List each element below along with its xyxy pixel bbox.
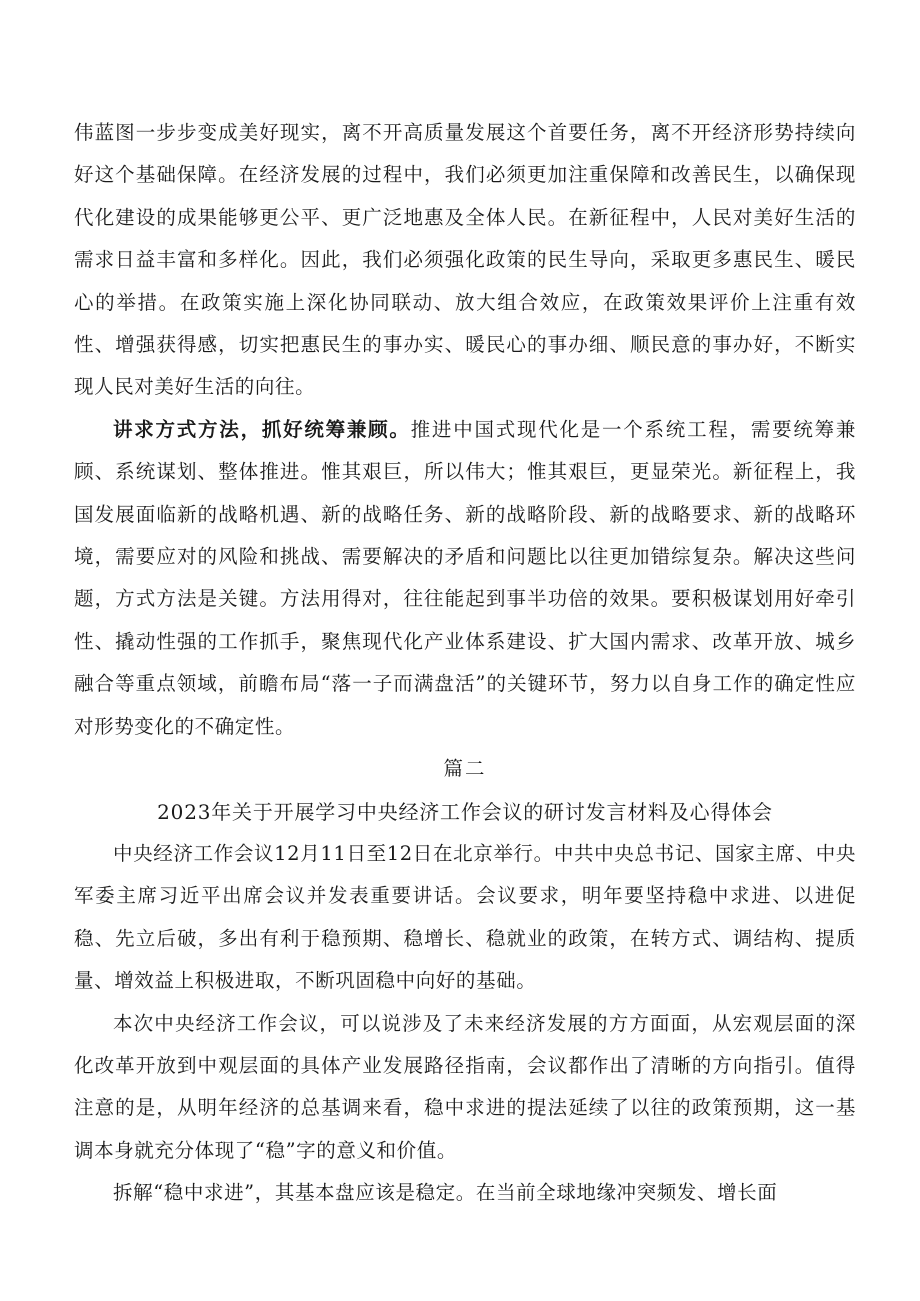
paragraph-stability: 拆解“稳中求进”，其基本盘应该是稳定。在当前全球地缘冲突频发、增长面 xyxy=(113,1181,778,1205)
section-label: 篇二 xyxy=(443,757,487,781)
paragraph-text: 伟蓝图一步步变成美好现实，离不开高质量发展这个首要任务，离不开经济形势持续向好这个基础保障。在经济发展的过程中，我们必须更加注重保障和改善民生，以确保现代化建设的成果能够更公平、更广泛地惠及全体人民。在新征程中，人民对美好生活的需求日益丰富和多样化。因此，我们必须强化政策的民生导向，采取更多惠民生、暖民心的举措。在政策实施上深化协同联动、放大组合效应，在政策效果评价上注重有效性、增强获得感，切实把惠民生的事办实、暖民心的事办细、顺民意的事办好，不断实现人民对美好生活的向往。 xyxy=(74,121,856,399)
document-page xyxy=(74,112,856,1215)
paragraph-text: 推进中国式现代化是一个系统工程，需要统筹兼顾、系统谋划、整体推进。惟其艰巨，所以伟大；惟其艰巨，更显荣光。新征程上，我国发展面临新的战略机遇、新的战略任务、新的战略阶段、新的战略要求、新的战略环境，需要应对的风险和挑战、需要解决的矛盾和问题比以往更加错综复杂。解决这些问题，方式方法是关键。方法用得对，往往能起到事半功倍的效果。要积极谋划用好牵引性、撬动性强的工作抓手，聚焦现代化产业体系建设、扩大国内需求、改革开放、城乡融合等重点领域，前瞻布局“落一子而满盘活”的关键环节，努力以自身工作的确定性应对形势变化的不确定性。 xyxy=(74,417,856,738)
paragraph-meeting-analysis: 本次中央经济工作会议，可以说涉及了未来经济发展的方方面面，从宏观层面的深化改革开放到中观层面的具体产业发展路径指南，会议都作出了清晰的方向指引。值得注意的是，从明年经济的总基调来看，稳中求进的提法延续了以往的政策预期，这一基调本身就充分体现了“稳”字的意义和价值。 xyxy=(74,1011,856,1162)
paragraph-lead-heading: 讲求方式方法，抓好统筹兼顾。 xyxy=(113,417,411,441)
document-title: 2023年关于开展学习中央经济工作会议的研讨发言材料及心得体会 xyxy=(157,799,773,824)
paragraph-meeting-intro: 中央经济工作会议12月11日至12日在北京举行。中共中央总书记、国家主席、中央军委主席习近平出席会议并发表重要讲话。会议要求，明年要坚持稳中求进、以进促稳、先立后破，多出有利于稳预期、稳增长、稳就业的政策，在转方式、调结构、提质量、增效益上积极进取，不断巩固稳中向好的基础。 xyxy=(74,841,856,993)
paragraph-continuation xyxy=(74,112,856,409)
paragraph-methods xyxy=(74,409,856,748)
